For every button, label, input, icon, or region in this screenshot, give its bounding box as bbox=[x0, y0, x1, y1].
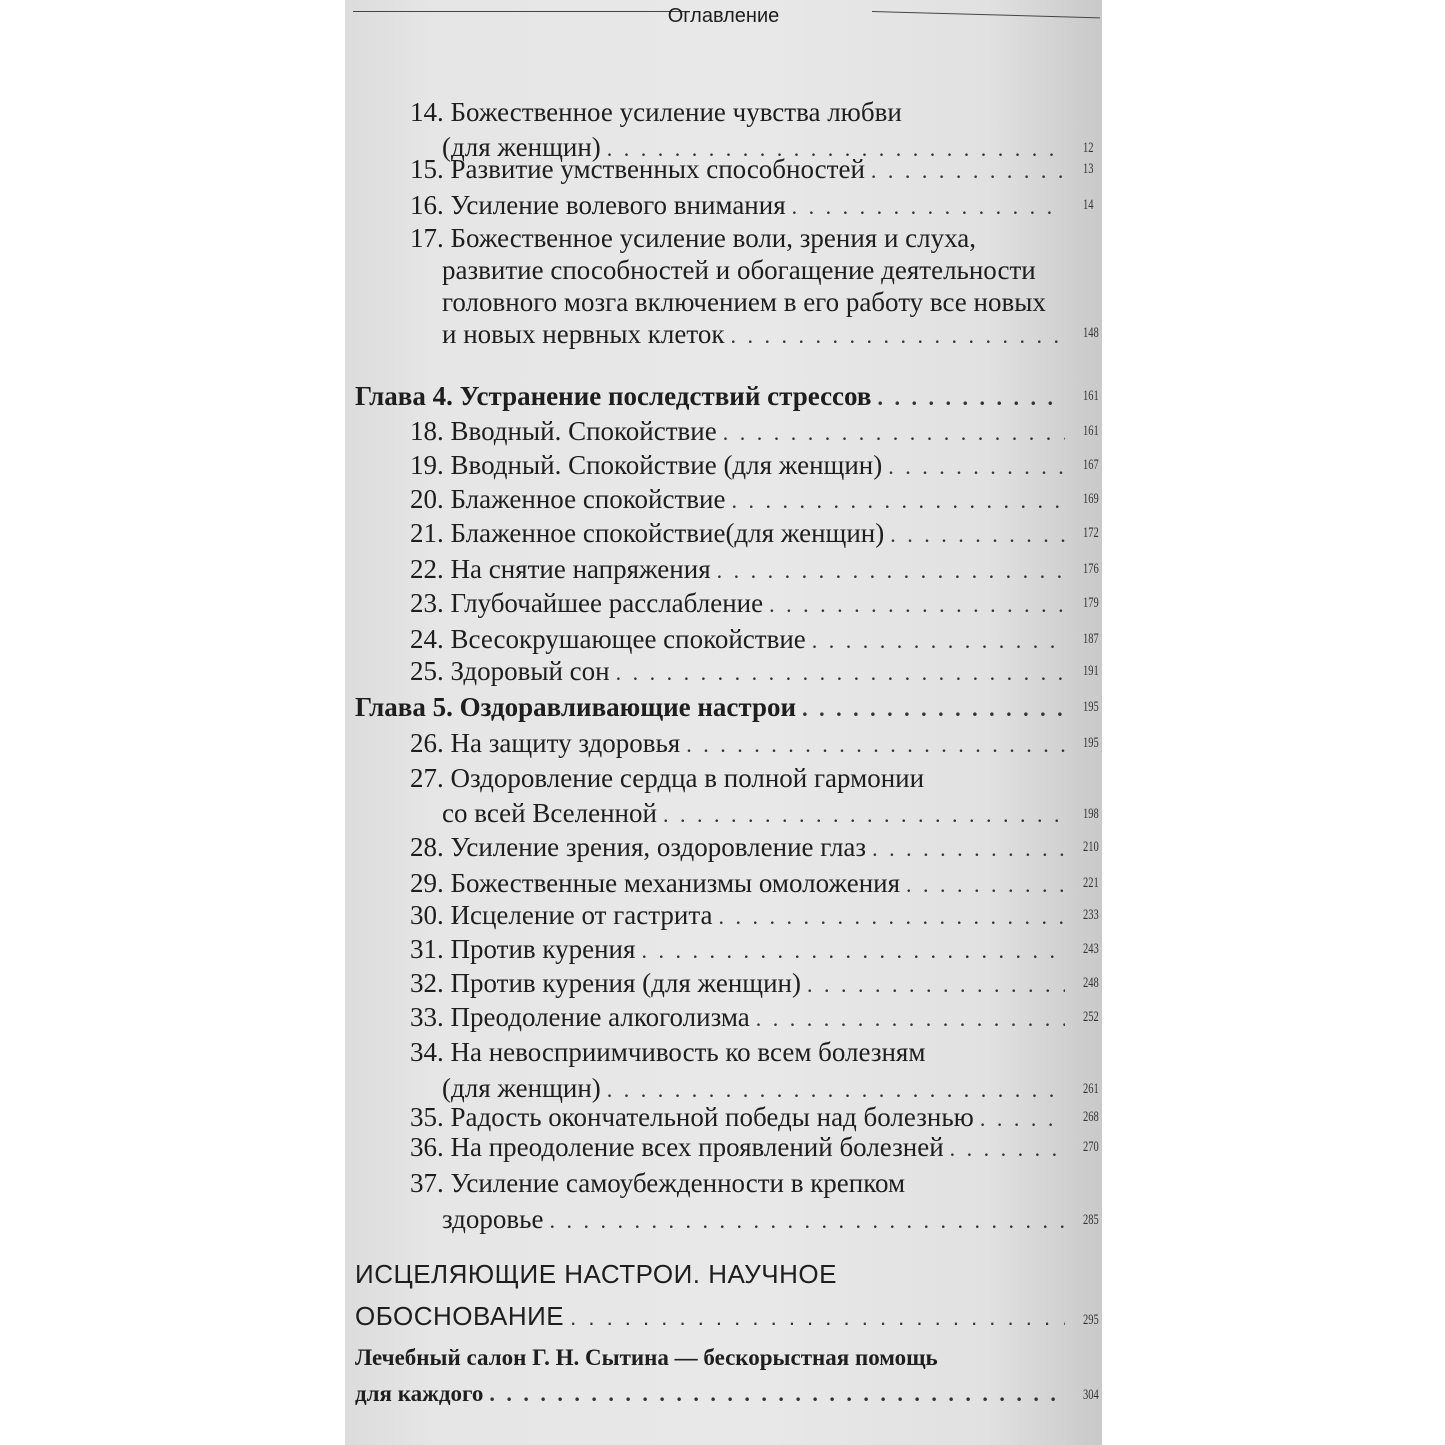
toc-page-number: 167 bbox=[1083, 457, 1099, 473]
toc-page-number: 161 bbox=[1083, 388, 1099, 404]
toc-page-number: 295 bbox=[1083, 1312, 1099, 1328]
toc-entry-text: 22. На снятие напряжения bbox=[410, 554, 711, 584]
toc-page-number: 13 bbox=[1083, 161, 1094, 177]
toc-entry-text: (для женщин) bbox=[442, 1073, 601, 1103]
toc-entry-line bbox=[345, 830, 1065, 864]
toc-page-number: 161 bbox=[1083, 423, 1099, 439]
dot-leader bbox=[802, 692, 1065, 726]
toc-page-number: 285 bbox=[1083, 1212, 1099, 1228]
dot-leader bbox=[730, 320, 1065, 352]
dot-leader bbox=[718, 900, 1065, 934]
toc-page-number: 187 bbox=[1083, 631, 1099, 647]
dot-leader bbox=[616, 656, 1065, 690]
toc-entry-line bbox=[345, 516, 1065, 550]
toc-entry-text: 17. Божественное усиление воли, зрения и слуха, bbox=[410, 223, 977, 253]
toc-entry bbox=[345, 482, 1065, 516]
toc-entry bbox=[345, 188, 1065, 222]
toc-entry-text: 34. На невосприимчивость ко всем болезням bbox=[410, 1037, 926, 1067]
toc-entry-line bbox=[345, 932, 1065, 966]
toc-entry-text: 21. Блаженное спокойствие(для женщин) bbox=[410, 518, 885, 548]
toc-entry bbox=[345, 1130, 1065, 1164]
header-rule-left bbox=[353, 11, 688, 12]
toc-entry-line bbox=[345, 866, 1065, 900]
toc-entry bbox=[345, 1340, 1065, 1412]
toc-entry bbox=[345, 866, 1065, 900]
toc-entry bbox=[345, 552, 1065, 586]
toc-entry-line bbox=[345, 379, 1065, 413]
toc-entry-line bbox=[345, 654, 1065, 688]
toc-entry-line bbox=[345, 622, 1065, 656]
toc-entry-line bbox=[345, 690, 1065, 724]
toc-entry-text: Глава 5. Оздоравливающие настрои bbox=[355, 692, 797, 722]
toc-entry-text: ИСЦЕЛЯЮЩИЕ НАСТРОИ. НАУЧНОЕ bbox=[355, 1259, 837, 1289]
toc-entry bbox=[345, 830, 1065, 864]
toc-entry bbox=[345, 414, 1065, 448]
dot-leader bbox=[489, 1376, 1065, 1412]
toc-page-number: 195 bbox=[1083, 735, 1099, 751]
toc-entry-text: головного мозга включением в его работу все новых bbox=[442, 287, 1046, 317]
dot-leader bbox=[950, 1132, 1065, 1166]
dot-leader bbox=[756, 1002, 1065, 1036]
toc-page-number: 210 bbox=[1083, 839, 1099, 855]
toc-entry bbox=[345, 1165, 1065, 1237]
toc-page-number: 172 bbox=[1083, 525, 1099, 541]
dot-leader bbox=[906, 868, 1065, 902]
toc-page-number: 176 bbox=[1083, 561, 1099, 577]
toc-entry-text: 35. Радость окончательной победы над болезнью bbox=[410, 1102, 974, 1132]
dot-leader bbox=[769, 588, 1065, 622]
toc-entry-text: ОБОСНОВАНИЕ bbox=[355, 1301, 565, 1331]
dot-leader bbox=[871, 154, 1065, 188]
toc-entry-line bbox=[345, 1340, 1065, 1376]
toc-entry-text: и новых нервных клеток bbox=[442, 319, 725, 349]
toc-entry-text: 37. Усиление самоубежденности в крепком bbox=[410, 1168, 906, 1198]
header-title: Оглавление bbox=[667, 5, 780, 27]
toc-page-number: 169 bbox=[1083, 491, 1099, 507]
toc-entry-text: развитие способностей и обогащение деятельности bbox=[442, 255, 1036, 285]
toc-page-number: 198 bbox=[1083, 806, 1099, 822]
dot-leader bbox=[872, 832, 1065, 866]
toc-entry-text: 36. На преодоление всех проявлений болезней bbox=[410, 1132, 944, 1162]
toc-entry-line bbox=[345, 318, 1065, 350]
toc-entry bbox=[345, 586, 1065, 620]
toc-entry bbox=[345, 448, 1065, 482]
dot-leader bbox=[717, 554, 1065, 588]
toc-page-number: 191 bbox=[1083, 663, 1099, 679]
toc-entry-text: 18. Вводный. Спокойствие bbox=[410, 416, 717, 446]
toc-entry-text: 28. Усиление зрения, оздоровление глаз bbox=[410, 832, 867, 862]
toc-entry-text: здоровье bbox=[442, 1204, 544, 1234]
toc-page-number: 261 bbox=[1083, 1081, 1099, 1097]
toc-entry-line bbox=[345, 726, 1065, 760]
toc-page-number: 221 bbox=[1083, 875, 1099, 891]
toc-entry-line bbox=[345, 188, 1065, 222]
running-head bbox=[345, 2, 1102, 30]
toc-entry-line bbox=[345, 1295, 1065, 1337]
toc-page-number: 304 bbox=[1083, 1387, 1099, 1403]
toc-entry-text: 14. Божественное усиление чувства любви bbox=[410, 97, 902, 127]
dot-leader bbox=[792, 190, 1065, 224]
toc-entry-text: Глава 4. Устранение последствий стрессов bbox=[355, 381, 872, 411]
toc-entry-line bbox=[345, 1100, 1065, 1134]
toc-page-number: 179 bbox=[1083, 595, 1099, 611]
toc-entry-text: 32. Против курения (для женщин) bbox=[410, 968, 801, 998]
toc-entry-text: 31. Против курения bbox=[410, 934, 636, 964]
toc-entry-line bbox=[345, 552, 1065, 586]
toc-entry-text: 27. Оздоровление сердца в полной гармонии bbox=[410, 763, 925, 793]
toc-page-number: 243 bbox=[1083, 941, 1099, 957]
toc-entry-text: 24. Всесокрушающее спокойствие bbox=[410, 624, 806, 654]
book-page bbox=[345, 0, 1102, 1445]
toc-entry-line bbox=[345, 966, 1065, 1000]
toc-entry-line bbox=[345, 1253, 1065, 1295]
toc-page-number: 14 bbox=[1083, 197, 1094, 213]
toc-entry-line bbox=[345, 796, 1065, 831]
toc-entry-text: 29. Божественные механизмы омоложения bbox=[410, 868, 901, 898]
toc-entry-line bbox=[345, 414, 1065, 448]
toc-entry bbox=[345, 898, 1065, 932]
toc-entry bbox=[345, 152, 1065, 186]
dot-leader bbox=[641, 934, 1065, 968]
toc-entry-line bbox=[345, 761, 1065, 796]
toc-entry-text: 25. Здоровый сон bbox=[410, 656, 610, 686]
toc-entry bbox=[345, 761, 1065, 831]
toc-entry bbox=[345, 1000, 1065, 1034]
dot-leader bbox=[549, 1203, 1065, 1239]
toc-page-number: 195 bbox=[1083, 699, 1099, 715]
dot-leader bbox=[890, 518, 1065, 552]
toc-entry-line bbox=[345, 1000, 1065, 1034]
toc-page-number: 252 bbox=[1083, 1009, 1099, 1025]
toc-entry bbox=[345, 654, 1065, 688]
dot-leader bbox=[723, 416, 1065, 450]
toc-entry bbox=[345, 932, 1065, 966]
toc-entry bbox=[345, 966, 1065, 1000]
toc-entry-line bbox=[345, 1201, 1065, 1237]
toc-entry-text: (для женщин) bbox=[442, 132, 601, 162]
toc-entry-text: 30. Исцеление от гастрита bbox=[410, 900, 713, 930]
toc-entry-text: 33. Преодоление алкоголизма bbox=[410, 1002, 750, 1032]
toc-entry-line bbox=[345, 586, 1065, 620]
dot-leader bbox=[731, 484, 1065, 518]
toc-chapter-entry bbox=[345, 690, 1065, 724]
dot-leader bbox=[807, 968, 1065, 1002]
dot-leader bbox=[877, 381, 1065, 415]
toc-entry-text: 15. Развитие умственных способностей bbox=[410, 154, 865, 184]
toc-entry-text: 19. Вводный. Спокойствие (для женщин) bbox=[410, 450, 883, 480]
toc-entry bbox=[345, 1100, 1065, 1134]
toc-entry-line bbox=[345, 222, 1065, 254]
toc-entry bbox=[345, 726, 1065, 760]
dot-leader bbox=[888, 450, 1065, 484]
toc-entry-line bbox=[345, 482, 1065, 516]
toc-entry-line bbox=[345, 898, 1065, 932]
toc-entry-text: со всей Вселенной bbox=[442, 798, 657, 828]
dot-leader bbox=[570, 1297, 1065, 1339]
toc-entry-text: для каждого bbox=[355, 1381, 484, 1406]
toc-entry-line bbox=[345, 1376, 1065, 1412]
toc-page-number: 270 bbox=[1083, 1139, 1099, 1155]
toc-entry-line bbox=[345, 448, 1065, 482]
toc-entry bbox=[345, 516, 1065, 550]
toc-entry-text: Лечебный салон Г. Н. Сытина — бескорыстная помощь bbox=[355, 1345, 938, 1370]
dot-leader bbox=[686, 728, 1065, 762]
toc-chapter-entry bbox=[345, 379, 1065, 413]
toc-entry-line bbox=[345, 152, 1065, 186]
header-rule-right bbox=[872, 11, 1100, 18]
toc-entry-text: 20. Блаженное спокойствие bbox=[410, 484, 726, 514]
toc-entry bbox=[345, 222, 1065, 350]
toc-entry-text: 23. Глубочайшее расслабление bbox=[410, 588, 764, 618]
toc-page-number: 268 bbox=[1083, 1109, 1099, 1125]
toc-entry-line bbox=[345, 1034, 1065, 1070]
dot-leader bbox=[663, 797, 1065, 832]
toc-page-number: 148 bbox=[1083, 325, 1099, 341]
toc-entry-text: 16. Усиление волевого внимания bbox=[410, 190, 786, 220]
toc-section-entry bbox=[345, 1253, 1065, 1337]
toc-entry bbox=[345, 1034, 1065, 1106]
toc-entry-line bbox=[345, 1130, 1065, 1164]
dot-leader bbox=[812, 624, 1065, 658]
toc-page-number: 248 bbox=[1083, 975, 1099, 991]
toc-entry-line bbox=[345, 1165, 1065, 1201]
toc-page-number: 12 bbox=[1083, 140, 1094, 156]
toc-entry-text: 26. На защиту здоровья bbox=[410, 728, 681, 758]
toc-entry-line bbox=[345, 254, 1065, 286]
toc-page-number: 233 bbox=[1083, 907, 1099, 923]
toc-entry-line bbox=[345, 286, 1065, 318]
toc-entry bbox=[345, 622, 1065, 656]
toc-entry-line bbox=[345, 95, 1065, 130]
